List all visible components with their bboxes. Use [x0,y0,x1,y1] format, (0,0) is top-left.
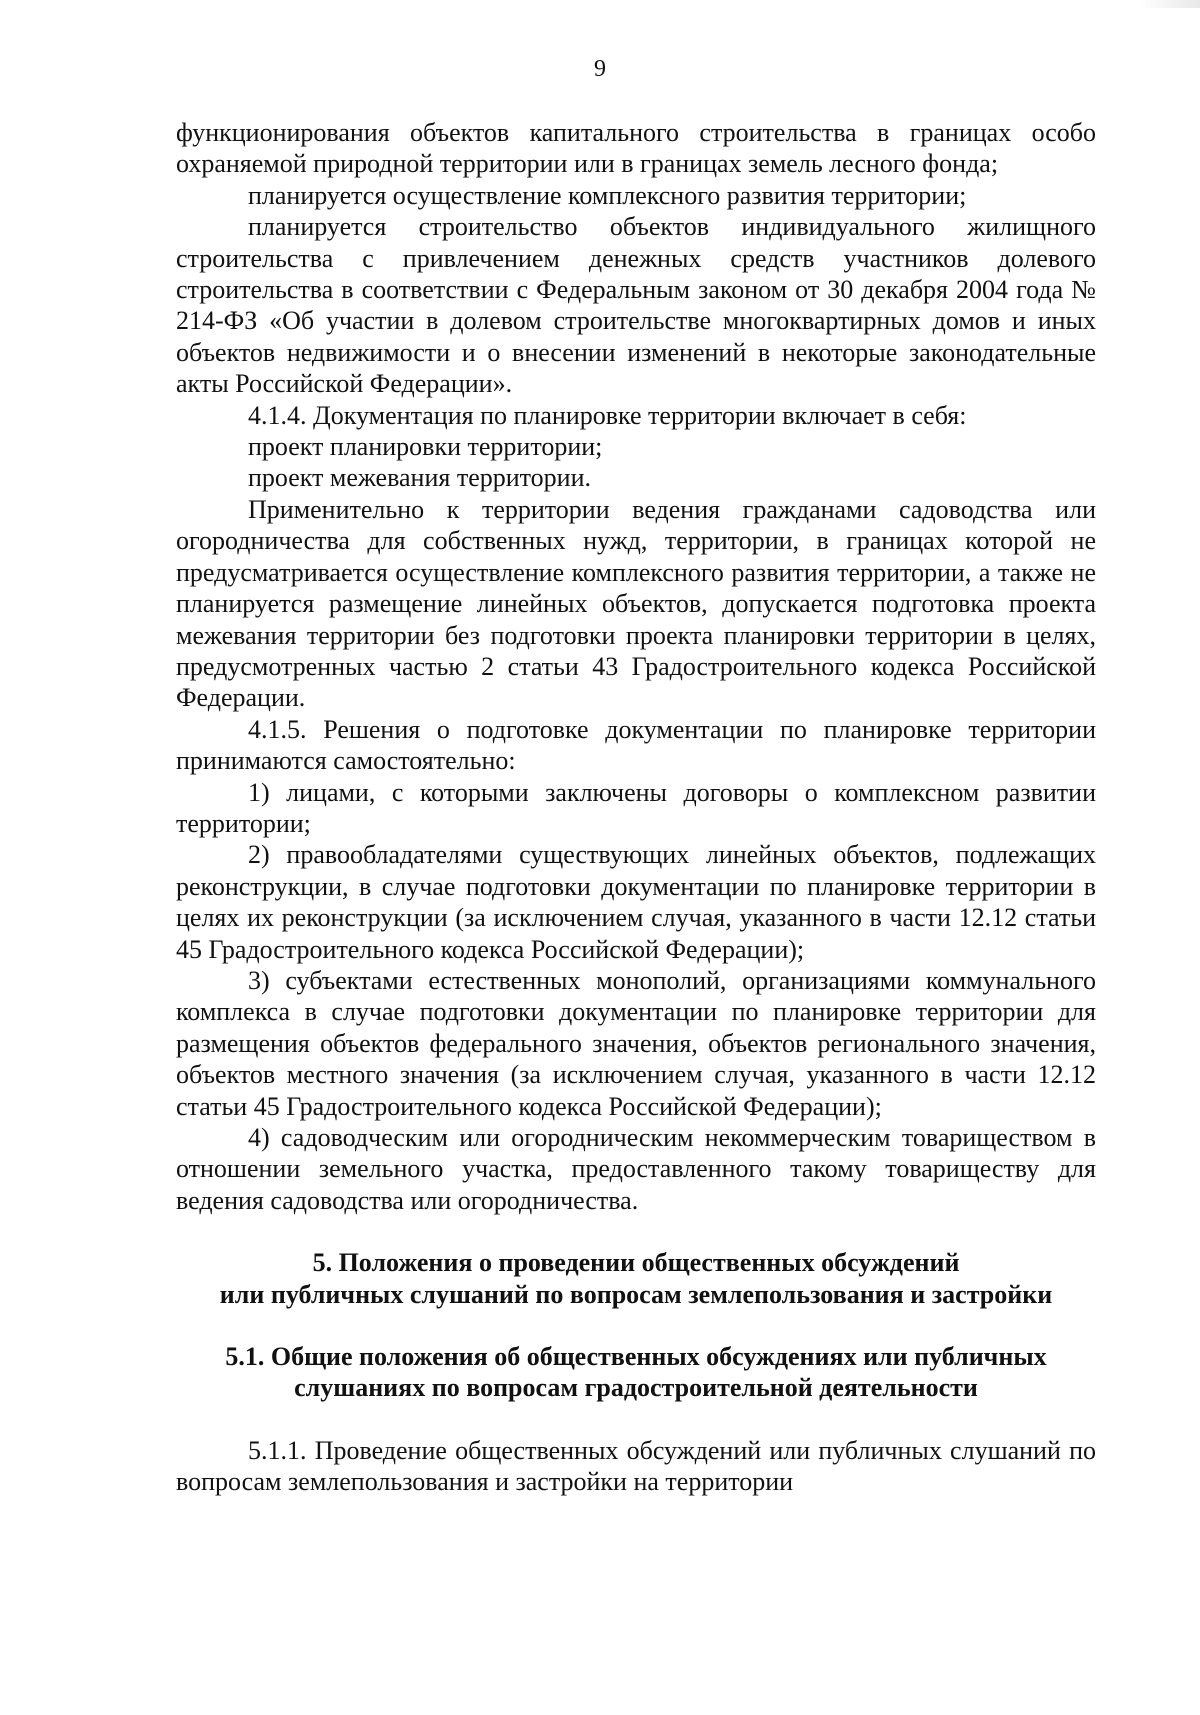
paragraph-gardening-territory: Применительно к территории ведения гражданами садоводства или огородничества для собственных нужд, территории, в границах которой не предусматривается осуществление комплексного развития территории, а также не планируется размещение линейных объектов, допускается подготовка проекта межевания территории без подготовки проекта планировки территории в целях, предусмотренных частью 2 статьи 43 Градостроительного кодекса Российской Федерации. [176,494,1096,713]
section-5-heading-line-2: или публичных слушаний по вопросам землепользования и застройки [219,1279,1053,1309]
list-item-2: 2) правообладателями существующих линейных объектов, подлежащих реконструкции, в случае подготовки документации по планировке территории в целях их реконструкции (за исключением случая, указанного в части 12.12 статьи 45 Градостроительного кодекса Российской Федерации); [176,840,1096,964]
section-5-1-heading-line-1: 5.1. Общие положения об общественных обсуждениях или публичных [225,1342,1047,1372]
section-5-1-heading-line-2: слушаниях по вопросам градостроительной деятельности [294,1373,978,1403]
paragraph-complex-development: планируется осуществление комплексного развития территории; [248,180,967,210]
paragraph-survey-project: проект межевания территории. [248,463,592,493]
page-number: 9 [594,56,606,82]
section-5-heading-line-1: 5. Положения о проведении общественных обсуждений [312,1248,960,1278]
paragraph-5-1-1: 5.1.1. Проведение общественных обсуждений или публичных слушаний по вопросам землепользования и застройки на территории [176,1435,1096,1497]
paragraph-continuation: функционирования объектов капитального строительства в границах особо охраняемой природной территории или в границах земель лесного фонда; [176,118,1096,179]
paragraph-planning-project: проект планировки территории; [248,432,603,462]
section-5-1-heading [176,1341,1096,1404]
paragraph-4-1-4: 4.1.4. Документация по планировке территории включает в себя: [248,400,967,430]
list-item-4: 4) садоводческим или огородническим некоммерческим товариществом в отношении земельного участка, предоставленного такому товариществу для ведения садоводства или огородничества. [176,1123,1096,1215]
scan-edge-mark [1140,0,1200,8]
paragraph-4-1-5: 4.1.5. Решения о подготовке документации по планировке территории принимаются самостоятельно: [176,714,1096,776]
list-item-1: 1) лицами, с которыми заключены договоры о комплексном развитии территории; [176,777,1096,838]
list-item-3: 3) субъектами естественных монополий, организациями коммунального комплекса в случае подготовки документации по планировке территории для размещения объектов федерального значения, объектов регионального значения, объектов местного значения (за исключением случая, указанного в части 12.12 статьи 45 Градостроительного кодекса Российской Федерации); [176,965,1096,1121]
document-body [176,117,1096,1498]
paragraph-individual-housing: планируется строительство объектов индивидуального жилищного строительства с привлечением денежных средств участников долевого строительства в соответствии с Федеральным законом от 30 декабря 2004 года № 214-ФЗ «Об участии в долевом строительстве многоквартирных домов и иных объектов недвижимости и о внесении изменений в некоторые законодательные акты Российской Федерации». [176,212,1096,399]
section-5-heading [176,1247,1096,1310]
